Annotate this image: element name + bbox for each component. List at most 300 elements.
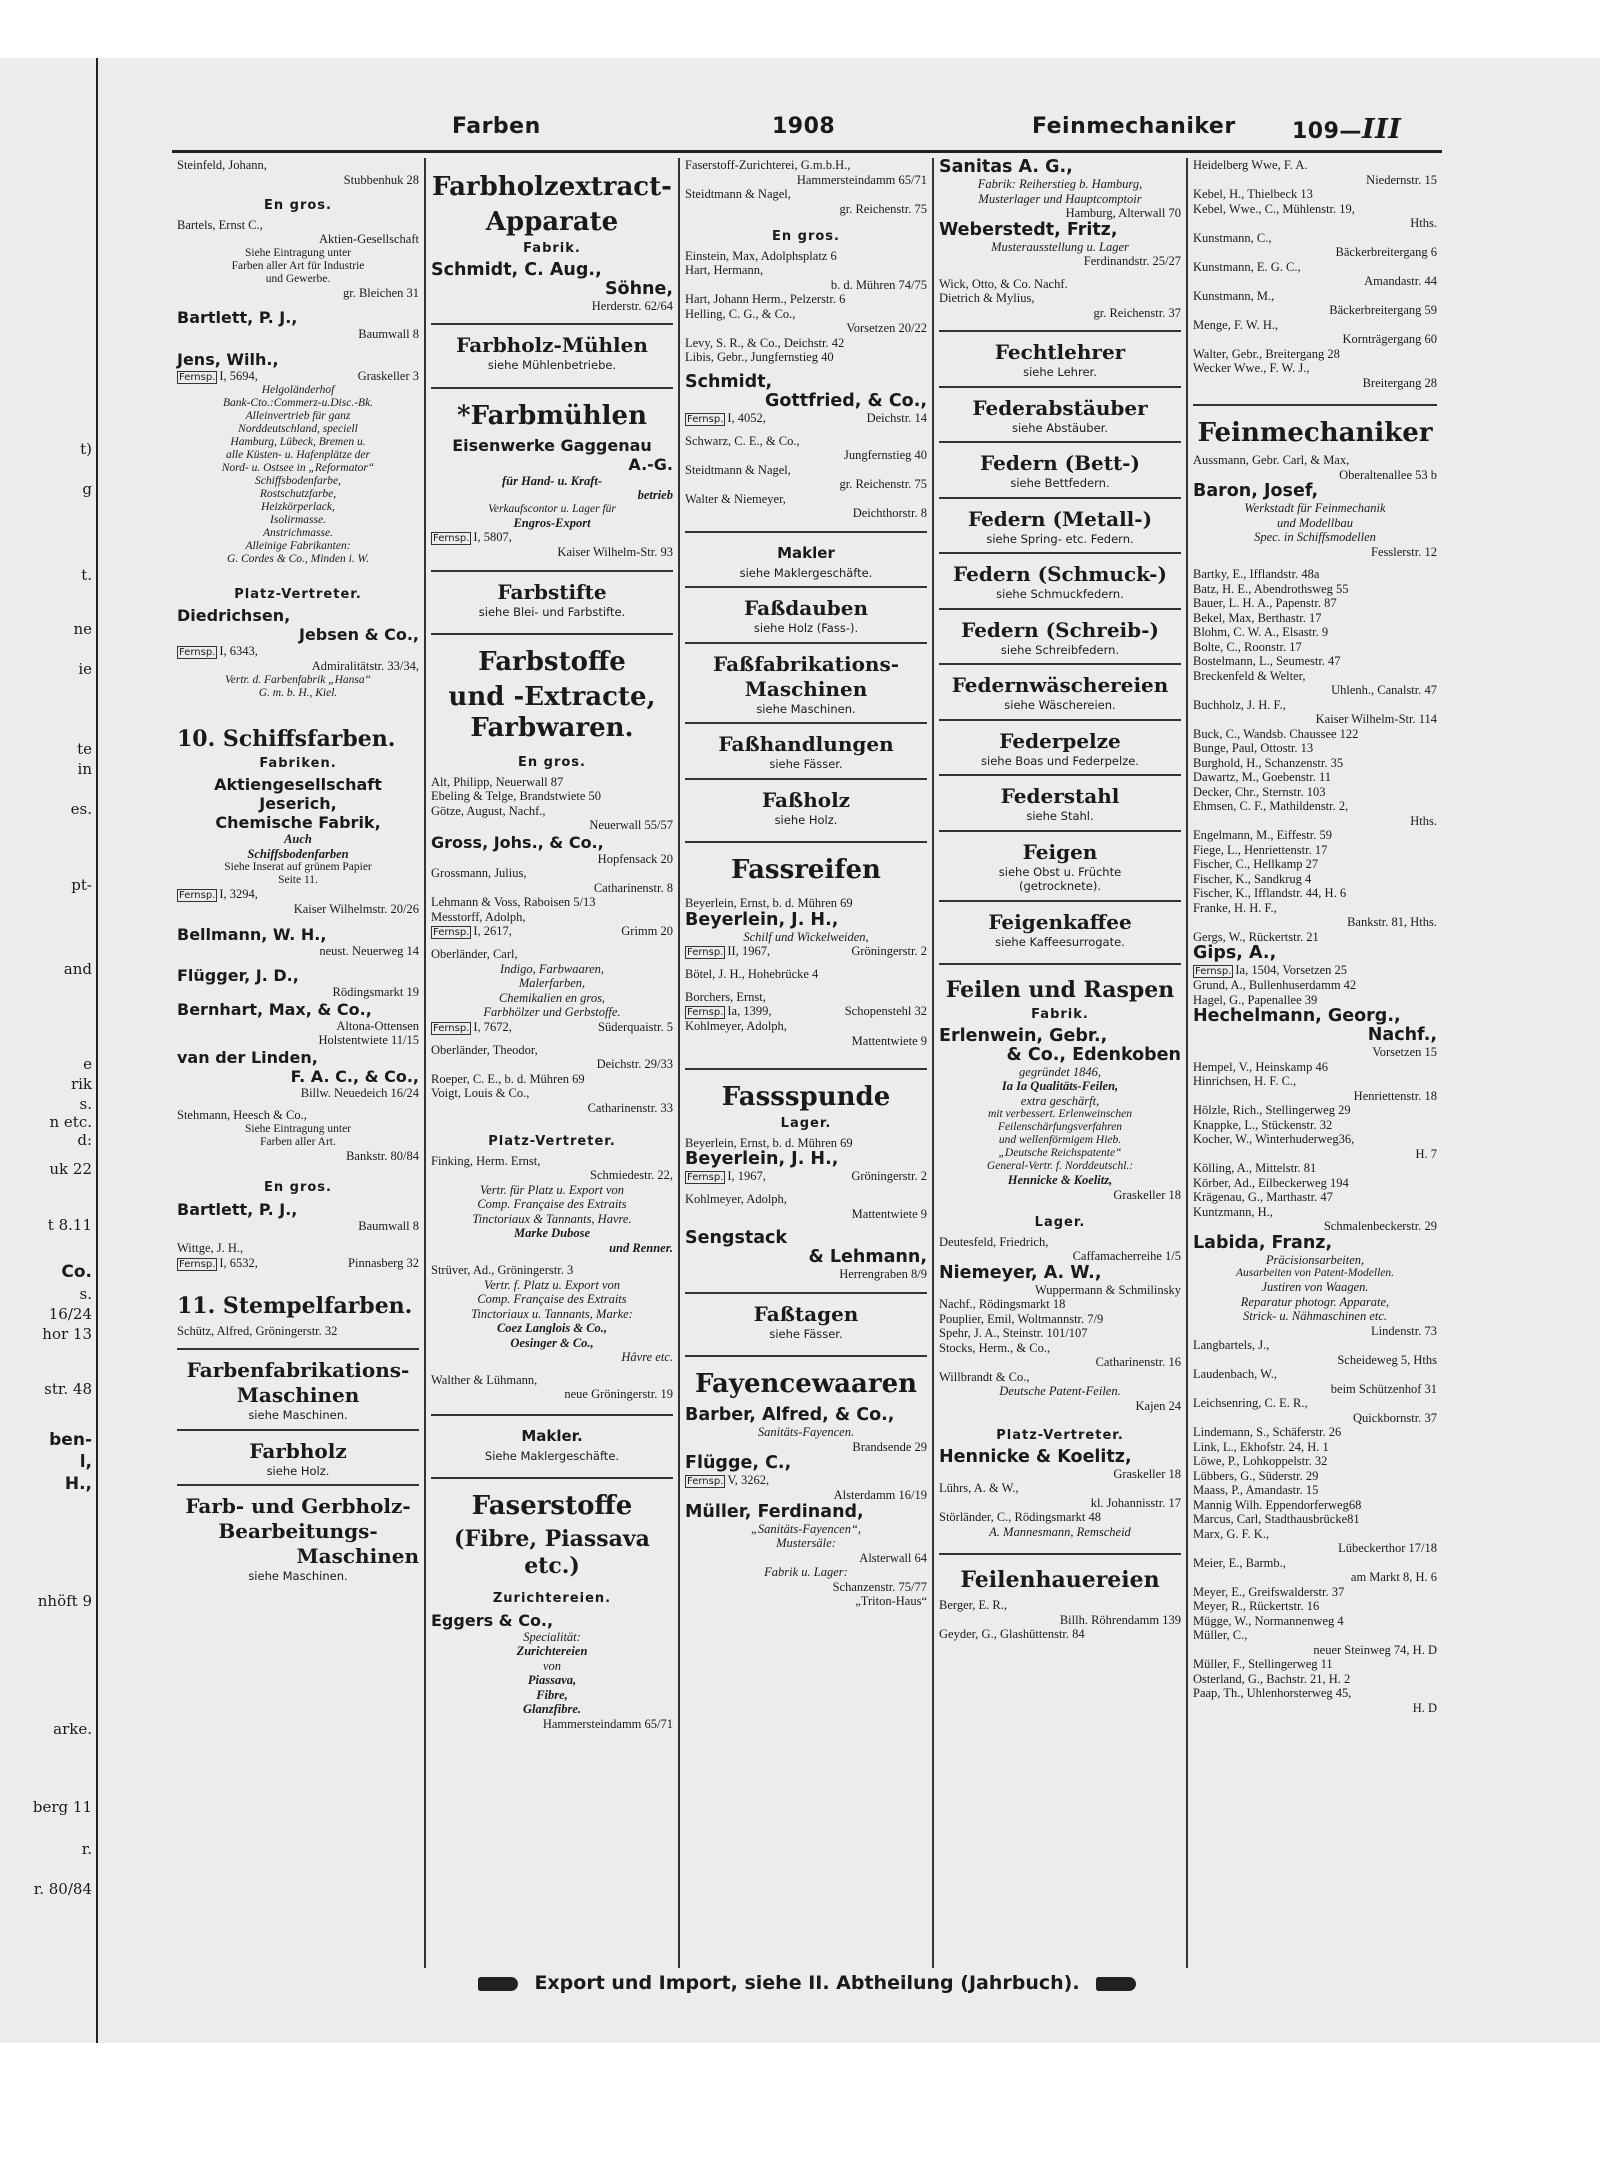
entry: Oberländer, Theodor, <box>431 1042 538 1057</box>
cross-reference: Faßhandlungen siehe Fässer. <box>685 722 927 778</box>
entry: Graskeller 18 <box>1113 1187 1181 1202</box>
entry: Dawartz, M., Goebenstr. 11 <box>1193 770 1332 784</box>
columns <box>172 158 1442 1968</box>
entry: Alt, Philipp, Neuerwall 87 <box>431 774 564 789</box>
strip-fragment: l, <box>79 1452 92 1472</box>
entry: Baumwall 8 <box>358 327 419 341</box>
entry: Walter, Gebr., Breitergang 28 <box>1193 346 1340 361</box>
category-box <box>685 1068 927 1113</box>
entry: gr. Reichenstr. 37 <box>1093 305 1181 320</box>
entry: A. Mannesmann, Remscheid <box>989 1524 1131 1539</box>
category-heading: Feilenhauereien <box>960 1567 1160 1593</box>
cross-reference: Feigenkaffee siehe Kaffeesurrogate. <box>939 900 1181 956</box>
section-heading: Lager. <box>780 1116 832 1131</box>
fernsprecher-badge: Fernsp. <box>687 413 724 425</box>
cross-reference: Federstahl siehe Stahl. <box>939 774 1181 830</box>
entry: Geyder, G., Glashüttenstr. 84 <box>939 1627 1085 1641</box>
pointing-hand-icon <box>1096 1977 1136 1991</box>
entry: Hopfensack 20 <box>597 851 673 866</box>
entry: Hths. <box>1410 216 1437 230</box>
cross-reference: Federn (Schmuck-) siehe Schmuckfedern. <box>939 552 1181 608</box>
entry: Quickbornstr. 37 <box>1352 1410 1437 1425</box>
entry: Fibre, <box>536 1687 568 1702</box>
fernsprecher-badge: Fernsp. <box>179 647 216 658</box>
entry: Schanzenstr. 75/77 <box>832 1579 927 1594</box>
entry: Hennicke & Koelitz, <box>1007 1173 1113 1187</box>
entry: extra geschärft, <box>1020 1093 1100 1108</box>
firm-name: Weberstedt, Fritz, <box>939 219 1118 240</box>
entry: Bekel, Max, Berthastr. 17 <box>1193 610 1322 625</box>
entry: Graskeller 18 <box>1113 1466 1181 1481</box>
entry: Kölling, A., Mittelstr. 81 <box>1193 1161 1317 1175</box>
firm-name: Müller, Ferdinand, <box>685 1501 864 1522</box>
entry: Rostschutzfarbe, <box>259 487 337 500</box>
entry: Hagel, G., Papenallee 39 <box>1193 992 1318 1007</box>
firm-name: Gross, Johs., & Co., <box>431 832 604 852</box>
entry: Siehe Eintragung unter <box>244 1122 352 1135</box>
entry: Helgoländerhof <box>261 383 335 396</box>
phone-line: Fernsp. Ia, 1399, Schopenstehl 32 <box>687 1004 927 1018</box>
entry: Decker, Chr., Sternstr. 103 <box>1193 784 1326 799</box>
entry: Bäckerbreitergang 6 <box>1335 245 1437 259</box>
entry: für Hand- u. Kraft- <box>501 473 603 488</box>
entry: Meyer, R., Rückertstr. 16 <box>1193 1599 1320 1613</box>
entry: Altona-Ottensen <box>336 1018 419 1033</box>
strip-fragment: ben- <box>49 1430 92 1450</box>
entry: Glanzfibre. <box>523 1702 581 1716</box>
entry: Nord- u. Ostsee in „Reformator“ <box>221 461 375 474</box>
column-5 <box>1188 158 1442 1968</box>
phone-line: Fernsp. V, 3262, <box>687 1473 770 1487</box>
section-heading: Fabrik. <box>1031 1007 1089 1022</box>
entry: Kebel, Wwe., C., Mühlenstr. 19, <box>1193 201 1355 216</box>
entry: b. d. Mühren 74/75 <box>830 277 927 292</box>
entry: Beyerlein, Ernst, b. d. Mühren 69 <box>685 1135 853 1150</box>
phone-line: Fernsp. I, 2617, Grimm 20 <box>433 924 673 938</box>
fernsprecher-badge: Fernsp. <box>433 533 470 544</box>
entry: Malerfarben, <box>518 976 586 990</box>
entry: Link, L., Ekhofstr. 24, H. 1 <box>1193 1439 1329 1454</box>
entry: Bartels, Ernst C., <box>177 217 263 232</box>
entry: Uhlenh., Canalstr. 47 <box>1331 683 1437 697</box>
category-heading: 10. Schiffsfarben. <box>177 725 396 752</box>
strip-fragment: s. <box>79 1095 92 1113</box>
firm-name: Schmidt, C. Aug., <box>431 259 602 280</box>
entry: Burghold, H., Schanzenstr. 35 <box>1193 755 1344 770</box>
entry: G. m. b. H., Kiel. <box>258 686 338 699</box>
entry: Vertr. für Platz u. Export von <box>479 1182 625 1197</box>
entry: Blohm, C. W. A., Elsastr. 9 <box>1193 625 1329 639</box>
cross-reference: Federn (Schreib-) siehe Schreibfedern. <box>939 608 1181 664</box>
entry: Hart, Hermann, <box>685 263 764 277</box>
entry: Vertr. d. Farbenfabrik „Hansa“ <box>225 673 371 686</box>
entry: Maass, P., Amandastr. 15 <box>1193 1483 1319 1497</box>
category-box <box>1193 404 1437 449</box>
strip-fragment: n etc. <box>49 1113 92 1131</box>
entry: Körber, Ad., Eilbeckerweg 194 <box>1193 1175 1349 1190</box>
entry: Walther & Lühmann, <box>431 1372 538 1387</box>
entry: Störländer, C., Rödingsmarkt 48 <box>939 1510 1101 1524</box>
phone-line: Fernsp. I, 5807, <box>433 530 512 544</box>
firm-name: Sanitas A. G., <box>939 158 1073 177</box>
category-heading: Fayencewaaren <box>694 1369 918 1399</box>
category-box <box>431 1477 673 1580</box>
entry: Schilf und Wickelweiden, <box>743 929 869 944</box>
entry: Engros-Export <box>513 515 591 530</box>
entry: Herrengraben 8/9 <box>839 1267 927 1281</box>
entry: Deichthorstr. 8 <box>852 506 927 520</box>
cross-reference: Makler siehe Maklergeschäfte. <box>685 531 927 587</box>
entry: Reparatur photogr. Apparate, <box>1240 1294 1390 1309</box>
entry: Finking, Herm. Ernst, <box>431 1153 541 1168</box>
entry: Nachf., Rödingsmarkt 18 <box>939 1297 1066 1311</box>
fernsprecher-badge: Fernsp. <box>687 947 724 958</box>
strip-fragment: te <box>77 740 92 758</box>
firm-name: Diedrichsen, <box>177 606 291 625</box>
firm-name: & Co., Edenkoben <box>1006 1044 1181 1065</box>
entry: Admiralitätstr. 33/34, <box>311 659 419 673</box>
entry: Mattentwiete 9 <box>851 1206 927 1221</box>
phone-line: Fernsp. I, 6343, <box>179 644 258 658</box>
entry: Grund, A., Bullenhuserdamm 42 <box>1193 978 1357 992</box>
entry: und wellenförmigem Hieb. <box>998 1134 1122 1146</box>
entry: Heidelberg Wwe, F. A. <box>1193 158 1308 172</box>
entry: Farben aller Art. <box>260 1135 336 1148</box>
entry: Schütz, Alfred, Gröningerstr. 32 <box>177 1323 338 1338</box>
category-heading: Feinmechaniker <box>1197 418 1433 448</box>
entry: Hamburg, Lübeck, Bremen u. <box>230 435 366 448</box>
entry: Alsterdamm 16/19 <box>833 1488 927 1502</box>
entry: Engelmann, M., Eiffestr. 59 <box>1193 828 1332 842</box>
cross-reference: Faßtagen siehe Fässer. <box>685 1292 927 1348</box>
page-edge-rule <box>96 58 98 2043</box>
entry: Bank-Cto.:Commerz-u.Disc.-Bk. <box>222 396 374 409</box>
entry: Steinfeld, Johann, <box>177 158 267 172</box>
strip-fragment: es. <box>70 800 92 818</box>
firm-name: van der Linden, <box>177 1047 318 1067</box>
entry: Fesslerstr. 12 <box>1371 544 1437 559</box>
strip-fragment: arke. <box>53 1720 92 1738</box>
category-box <box>431 633 673 744</box>
entry: Wecker Wwe., F. W. J., <box>1193 361 1310 375</box>
entry: am Markt 8, H. 6 <box>1350 1570 1437 1584</box>
entry: Vertr. f. Platz u. Export von <box>483 1277 621 1292</box>
section-heading: En gros. <box>264 198 332 213</box>
cross-reference: Farb- und Gerbholz- Bearbeitungs- Maschinen siehe Maschinen. <box>177 1484 419 1590</box>
section-heading: Platz-Vertreter. <box>996 1428 1124 1443</box>
entry: Vorsetzen 15 <box>1372 1045 1437 1059</box>
entry: Musterlager und Hauptcomptoir <box>978 191 1142 206</box>
fernsprecher-badge: Fernsp. <box>433 927 470 938</box>
header-left: Farben <box>452 114 541 139</box>
cross-reference: Federabstäuber siehe Abstäuber. <box>939 386 1181 442</box>
entry: Levy, S. R., & Co., Deichstr. 42 <box>685 335 845 350</box>
entry: Kocher, W., Winterhuderweg36, <box>1193 1132 1355 1146</box>
firm-name: Sengstack <box>685 1228 788 1248</box>
firm-name: Flügger, J. D., <box>177 966 299 985</box>
entry: Ausarbeiten von Patent-Modellen. <box>1235 1267 1395 1279</box>
cross-reference: Feigen siehe Obst u. Früchte (getrocknete). <box>939 830 1181 900</box>
entry: Herderstr. 62/64 <box>591 298 673 313</box>
firm-name: Bellmann, W. H., <box>177 924 327 944</box>
entry: Bankstr. 81, Hths. <box>1347 915 1437 929</box>
entry: Bötel, J. H., Hohebrücke 4 <box>685 967 819 981</box>
entry: Deichstr. 29/33 <box>596 1057 673 1071</box>
entry: Kaiser Wilhelmstr. 20/26 <box>293 902 419 916</box>
strip-fragment: uk 22 <box>49 1160 92 1178</box>
entry: Breitergang 28 <box>1362 375 1437 390</box>
entry: Comp. Française des Extraits <box>477 1292 627 1306</box>
category-heading: Fassreifen <box>731 855 881 885</box>
strip-fragment: t 8.11 <box>47 1216 92 1234</box>
strip-fragment: e <box>83 1055 92 1073</box>
entry: Sanitäts-Fayencen. <box>757 1425 855 1439</box>
entry: Müller, F., Stellingerweg 11 <box>1193 1657 1333 1671</box>
cross-reference: Federn (Metall-) siehe Spring- etc. Federn. <box>939 497 1181 553</box>
strip-fragment: rik <box>70 1075 92 1093</box>
cross-reference: Fechtlehrer siehe Lehrer. <box>939 330 1181 386</box>
footer-text: Export und Import, siehe II. Abtheilung (Jahrbuch). <box>534 1972 1080 1994</box>
strip-fragment: hor 13 <box>42 1325 92 1343</box>
entry: Spec. in Schiffsmodellen <box>1254 530 1376 544</box>
entry: Bostelmann, L., Seumestr. 47 <box>1193 654 1341 668</box>
entry: Schmiedestr. 22, <box>590 1168 673 1182</box>
category-heading: Feilen und Raspen <box>945 977 1175 1003</box>
entry: Götze, August, Nachf., <box>431 803 546 818</box>
header-rule <box>172 150 1442 153</box>
entry: Buchholz, J. H. F., <box>1193 697 1286 712</box>
entry: Hempel, V., Heinskamp 46 <box>1193 1059 1328 1074</box>
entry: Beyerlein, Ernst, b. d. Mühren 69 <box>685 896 853 910</box>
category-heading: und -Extracte, <box>448 682 656 712</box>
page-header <box>172 114 1442 146</box>
fernsprecher-badge: Fernsp. <box>179 890 216 901</box>
entry: Gergs, W., Rückertstr. 21 <box>1193 929 1319 944</box>
entry: Spehr, J. A., Steinstr. 101/107 <box>939 1326 1088 1340</box>
entry: Wittge, J. H., <box>177 1241 244 1255</box>
strip-fragment: t) <box>80 440 92 458</box>
entry: Wick, Otto, & Co. Nachf. <box>939 276 1068 291</box>
entry: Hart, Johann Herm., Pelzerstr. 6 <box>685 292 846 306</box>
fernsprecher-badge: Fernsp. <box>179 371 216 383</box>
section-heading: Lager. <box>1034 1215 1086 1230</box>
firm-name: Eisenwerke Gaggenau <box>452 435 652 455</box>
phone-line: Fernsp. I, 6532, Pinnasberg 32 <box>179 1255 419 1270</box>
entry: mit verbessert. Erlenweinschen <box>987 1108 1133 1120</box>
entry: Ferdinandstr. 25/27 <box>1083 254 1181 268</box>
entry: Laudenbach, W., <box>1193 1367 1278 1381</box>
entry: Heizkörperlack, <box>261 500 335 513</box>
firm-name: Flügge, C., <box>685 1453 792 1473</box>
strip-fragment: g <box>82 480 92 498</box>
entry: Fabrik: Reiherstieg b. Hamburg, <box>977 177 1143 191</box>
header-year: 1908 <box>772 114 836 139</box>
entry: Werkstadt für Feinmechanik <box>1244 501 1386 515</box>
entry: Fiege, L., Henriettenstr. 17 <box>1193 842 1328 857</box>
entry: Baumwall 8 <box>358 1218 419 1233</box>
category-box <box>685 1355 927 1400</box>
pointing-hand-icon <box>478 1977 518 1991</box>
entry: Catharinenstr. 16 <box>1095 1355 1181 1369</box>
entry: Kunstmann, E. G. C., <box>1193 259 1301 274</box>
entry: Amandastr. 44 <box>1364 274 1437 288</box>
entry: Catharinenstr. 33 <box>587 1100 673 1115</box>
entry: Buck, C., Wandsb. Chaussee 122 <box>1193 726 1359 741</box>
entry: Lührs, A. & W., <box>939 1481 1019 1495</box>
entry: neuer Steinweg 74, H. D <box>1313 1642 1437 1657</box>
firm-name: Baron, Josef, <box>1193 481 1319 501</box>
entry: Indigo, Farbwaaren, <box>499 961 605 976</box>
entry: kl. Johannisstr. 17 <box>1090 1495 1181 1510</box>
entry: Hammersteindamm 65/71 <box>796 172 927 187</box>
entry: Lindenstr. 73 <box>1371 1323 1437 1338</box>
cross-reference: Faßholz siehe Holz. <box>685 778 927 834</box>
entry: gr. Bleichen 31 <box>342 285 419 300</box>
header-right: Feinmechaniker <box>1032 114 1236 139</box>
entry: Langbartels, J., <box>1193 1338 1270 1352</box>
strip-fragment: H., <box>64 1474 92 1494</box>
entry: Schwarz, C. E., & Co., <box>685 433 800 448</box>
entry: Fischer, K., Ifflandstr. 44, H. 6 <box>1193 886 1347 900</box>
entry: Hamburg, Alterwall 70 <box>1065 206 1181 220</box>
fernsprecher-badge: Fernsp. <box>179 1258 216 1270</box>
entry: Bankstr. 80/84 <box>346 1148 419 1163</box>
column-2 <box>426 158 680 1968</box>
phone-line: Fernsp. I, 5694, Graskeller 3 <box>179 368 419 383</box>
entry: Aussmann, Gebr. Carl, & Max, <box>1193 453 1350 467</box>
entry: General-Vertr. f. Norddeutschl.: <box>986 1160 1134 1172</box>
section-heading: En gros. <box>518 755 586 770</box>
firm-name: Niemeyer, A. W., <box>939 1262 1102 1283</box>
entry: Bartky, E., Ifflandstr. 48a <box>1193 567 1320 581</box>
entry: Holstentwiete 11/15 <box>318 1033 419 1047</box>
entry: Oesinger & Co., <box>510 1335 594 1350</box>
fernsprecher-badge: Fernsp. <box>687 1007 724 1018</box>
cross-reference: Faßdauben siehe Holz (Fass-). <box>685 586 927 642</box>
category-heading: Faserstoffe <box>471 1491 633 1521</box>
firm-name: Schmidt, <box>685 371 773 392</box>
entry: Deutesfeld, Friedrich, <box>939 1234 1049 1249</box>
entry: Kajen 24 <box>1135 1398 1181 1413</box>
strip-fragment: r. <box>81 1840 92 1858</box>
entry: Löwe, P., Lohkoppelstr. 32 <box>1193 1454 1328 1468</box>
entry: gegründet 1846, <box>1019 1064 1101 1079</box>
entry: Brandsende 29 <box>852 1439 927 1454</box>
entry: Libis, Gebr., Jungfernstieg 40 <box>685 350 834 364</box>
entry: Osterland, G., Bachstr. 21, H. 2 <box>1193 1671 1351 1686</box>
entry: gr. Reichenstr. 75 <box>839 477 927 491</box>
entry: Henriettenstr. 18 <box>1353 1088 1437 1103</box>
entry: Musterausstellung u. Lager <box>991 239 1129 254</box>
entry: Tinctoriaux u. Tannants, Marke: <box>471 1306 633 1321</box>
adjacent-page-strip <box>0 58 98 2043</box>
entry: neust. Neuerweg 14 <box>319 943 419 958</box>
strip-fragment: 16/24 <box>48 1305 92 1323</box>
fernsprecher-badge: Fernsp. <box>433 1022 470 1034</box>
entry: Grossmann, Julius, <box>431 866 527 880</box>
firm-name: Söhne, <box>604 278 673 299</box>
entry: Willbrandt & Co., <box>939 1369 1030 1384</box>
strip-fragment: str. 48 <box>44 1380 92 1398</box>
entry: Niedernstr. 15 <box>1366 172 1437 187</box>
entry: gr. Reichenstr. 75 <box>839 201 927 216</box>
firm-name: Hechelmann, Georg., <box>1193 1006 1401 1026</box>
category-box <box>685 841 927 886</box>
entry: Voigt, Louis & Co., <box>431 1086 530 1100</box>
entry: Siehe Eintragung unter <box>244 246 352 259</box>
entry: Kornträgergang 60 <box>1342 332 1437 346</box>
firm-name: Bartlett, P. J., <box>177 308 298 327</box>
entry: Faserstoff-Zurichterei, G.m.b.H., <box>685 158 851 172</box>
entry: alle Küsten- u. Hafenplätze der <box>225 448 371 461</box>
firm-name: Chemische Fabrik, <box>215 813 381 832</box>
section-heading: Fabrik. <box>523 241 581 256</box>
entry: Messtorff, Adolph, <box>431 909 526 924</box>
entry: Specialität: <box>523 1629 581 1644</box>
entry: Mügge, W., Normannenweg 4 <box>1193 1613 1344 1628</box>
entry: Paap, Th., Uhlenhorsterweg 45, <box>1193 1686 1352 1700</box>
cross-reference: Federpelze siehe Boas und Federpelze. <box>939 719 1181 775</box>
entry: Seite 11. <box>278 874 318 886</box>
column-4 <box>934 158 1188 1968</box>
firm-name: Gips, A., <box>1193 943 1277 963</box>
strip-fragment: in <box>77 760 92 778</box>
entry: Fischer, C., Hellkamp 27 <box>1193 857 1319 871</box>
entry: Wuppermann & Schmilinsky <box>1034 1282 1181 1297</box>
category-heading: Apparate <box>485 207 619 237</box>
column-3 <box>680 158 934 1968</box>
entry: G. Cordes & Co., Minden i. W. <box>227 552 369 565</box>
firm-name: Bartlett, P. J., <box>177 1199 298 1219</box>
section-heading: Fabriken. <box>259 755 337 771</box>
entry: Justiren von Waagen. <box>1261 1280 1369 1294</box>
entry: Lehmann & Voss, Raboisen 5/13 <box>431 895 596 909</box>
entry: Batz, H. E., Abendrothsweg 55 <box>1193 581 1349 596</box>
phone-line: Fernsp. I, 3294, <box>179 887 258 901</box>
entry: H. D <box>1412 1700 1437 1715</box>
entry: Berger, E. R., <box>939 1598 1008 1612</box>
entry: und Renner. <box>609 1240 673 1255</box>
entry: und Gewerbe. <box>265 272 331 285</box>
page-number: 109—III <box>1292 114 1402 145</box>
firm-name: Jeserich, <box>259 794 337 813</box>
entry: Bäckerbreitergang 59 <box>1329 303 1437 317</box>
entry: Müller, C., <box>1193 1628 1248 1642</box>
phone-line: Fernsp. I, 7672, Süderquaistr. 5 <box>433 1019 673 1034</box>
cross-reference: Farbholz-Mühlen siehe Mühlenbetriebe. <box>431 323 673 379</box>
entry: Steidtmann & Nagel, <box>685 187 791 201</box>
entry: Borchers, Ernst, <box>685 989 766 1004</box>
category-box <box>939 1553 1181 1594</box>
entry: Isolirmasse. <box>270 513 326 526</box>
phone-line: Fernsp. I, 1967, Gröningerstr. 2 <box>687 1169 927 1183</box>
entry: Vorsetzen 20/22 <box>846 321 927 335</box>
entry: Hâvre etc. <box>621 1350 673 1364</box>
entry: Schmalenbeckerstr. 29 <box>1323 1219 1437 1233</box>
entry: Meyer, E., Greifswalderstr. 37 <box>1193 1584 1345 1599</box>
entry: Kohlmeyer, Adolph, <box>685 1019 787 1033</box>
entry: Leichsenring, C. E. R., <box>1193 1396 1308 1410</box>
entry: Neuerwall 55/57 <box>589 818 673 832</box>
entry: Bolte, C., Roonstr. 17 <box>1193 639 1302 654</box>
entry: „Sanitäts-Fayencen“, <box>750 1521 862 1536</box>
firm-name: A.-G. <box>628 454 673 474</box>
phone-line: Fernsp. Ia, 1504, Vorsetzen 25 <box>1195 963 1348 977</box>
entry: Kohlmeyer, Adolph, <box>685 1192 787 1206</box>
entry: Jungfernstieg 40 <box>844 448 927 462</box>
entry: Breckenfeld & Welter, <box>1193 668 1306 683</box>
entry: Kebel, H., Thielbeck 13 <box>1193 187 1313 201</box>
